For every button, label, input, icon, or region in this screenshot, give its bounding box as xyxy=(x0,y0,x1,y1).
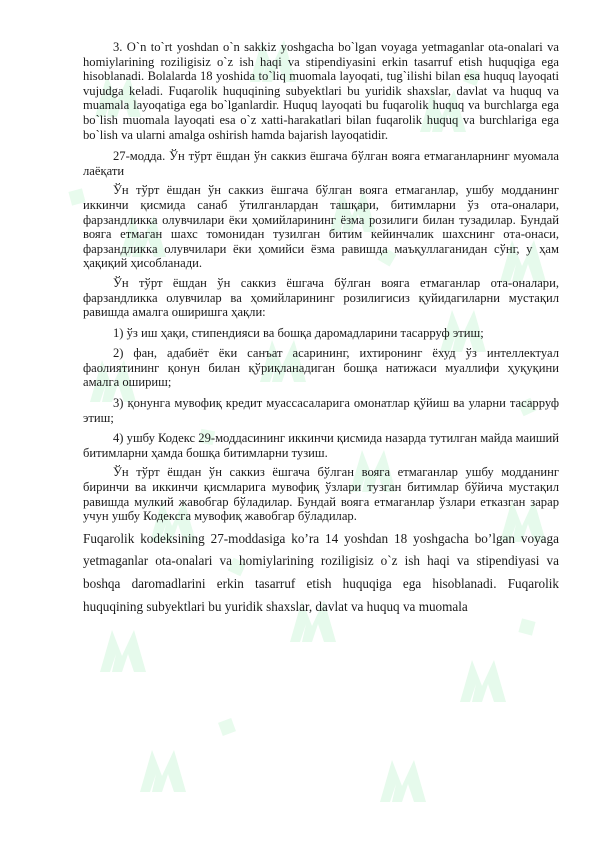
article-27-item-2: 2) фан, адабиёт ёки санъат асарининг, ихтиронинг ёхуд ўз интеллектуал фаолиятининг қонун билан қўриқланадиган бошқа натижаси муаллифи ҳуқуқини амалга ошириш; xyxy=(83,346,559,390)
article-27-part-1: Ўн тўрт ёшдан ўн саккиз ёшгача бўлган вояга етмаганлар, ушбу модданинг иккинчи қисмида санаб ўтилганлардан ташқари, битимларни ўз ота-оналари, фарзандликка олувчилари ёки ҳомийларининг ёзма розилиги билан тузадилар. Бундай вояга етмаган шахс томонидан тузилган битим кейинчалик шахснинг ота-онаси, фарзандликка олувчилари ёки ҳомийси ёзма равишда маъқуллаганидан сўнг, у ҳам ҳақиқий ҳисобланади. xyxy=(83,183,559,271)
article-27-part-3: Ўн тўрт ёшдан ўн саккиз ёшгача бўлган вояга етмаганлар ушбу модданинг биринчи ва иккинчи қисмларига мувофиқ ўзлари тузган битимлар бўйича мустақил равишда мулкий жавобгар бўладилар. Бундай вояга етмаганлар ўзлари етказган зарар учун ушбу Кодексга мувофиқ жавобгар бўладилар. xyxy=(83,465,559,524)
article-27-item-3: 3) қонунга мувофиқ кредит муассасаларига омонатлар қўйиш ва уларни тасарруф этиш; xyxy=(83,396,559,425)
article-27-item-4: 4) ушбу Кодекс 29-моддасининг иккинчи қисмида назарда тутилган майда маиший битимларни ҳамда бошқа битимларни тузиш. xyxy=(83,431,559,460)
paragraph-civil-capacity-latin: 3. O`n to`rt yoshdan o`n sakkiz yoshgacha bo`lgan voyaga yetmaganlar ota-onalari va homiylarining roziligisiz o`z ish haqi va stipendiyasini erkin tasarruf etish huquqiga ega hisoblanadi. Bolalarda 18 yoshida to`liq muomala layoqati, tug`ilishi bilan esa huquq layoqati vujudga keladi. Fuqarolik huquqining subyektlari bu yuridik shaxslar, davlat va huquq va muamala layoqatiga ega bo`lganlardir. Huquq layoqati bu fuqarolik huquq va burchlarga ega bo`lish muomala layoqati esa o`z xatti-harakatlari bilan fuqarolik huquq va burchlariga ega bo`lish va ularni amalga oshirish hamda bajarish layoqatidir. xyxy=(83,40,559,142)
article-27-heading: 27-модда. Ўн тўрт ёшдан ўн саккиз ёшгача бўлган вояга етмаганларнинг муомала лаёқати xyxy=(83,149,559,178)
document-body xyxy=(83,40,559,618)
article-27-item-1: 1) ўз иш ҳақи, стипендияси ва бошқа даромадларини тасарруф этиш; xyxy=(113,325,484,340)
summary-paragraph-latin: Fuqarolik kodeksining 27-moddasiga ko’ra 14 yoshdan 18 yoshgacha bo’lgan voyaga yetmaganlar ota-onalari va homiylarining roziligisiz o`z ish haqi va stipendiyasi va boshqa daromadlarini erkin tasarruf etish huquqiga ega hisoblanadi. Fuqarolik huquqining subyektlari bu yuridik shaxslar, davlat va huquq va muomala xyxy=(83,530,559,614)
article-27-part-2-intro: Ўн тўрт ёшдан ўн саккиз ёшгача бўлган вояга етмаганлар ота-оналари, фарзандликка олувчилар ва ҳомийларининг розилигисиз қуйидагиларни мустақил равишда амалга оширишга ҳақли: xyxy=(83,275,559,320)
